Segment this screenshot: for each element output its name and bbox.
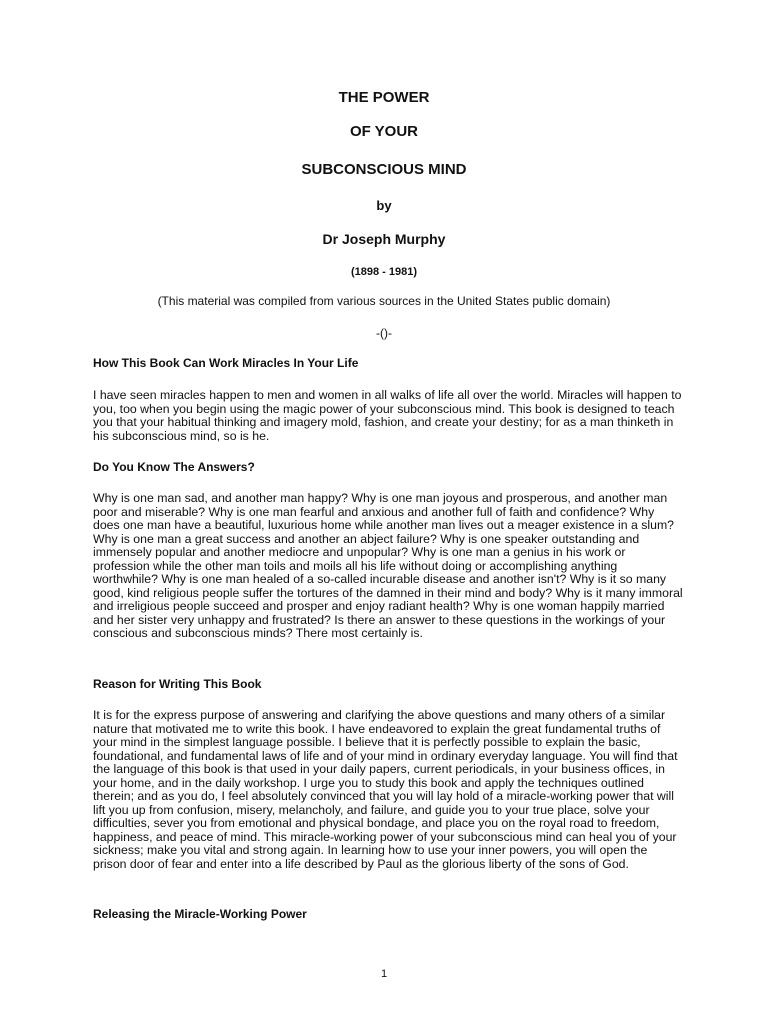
section-heading-reason: Reason for Writing This Book [93, 677, 262, 691]
section-heading-answers: Do You Know The Answers? [93, 460, 255, 474]
section-text-reason: It is for the express purpose of answering and clarifying the above questions and many others of a similar nature that motivated me to write this book. I have endeavored to explain the great fundamental truths of your mind in the simplest language possible. I believe that it is perfectly possible to explain the basic, foundational, and fundamental laws of life and of your mind in ordinary everyday language. You will find that the language of this book is that used in your daily papers, current periodicals, in your business offices, in your home, and in the daily workshop. I urge you to study this book and apply the techniques outlined therein; and as you do, I feel absolutely convinced that you will lay hold of a miracle-working power that will lift you up from confusion, misery, melancholy, and failure, and guide you to your true place, solve your difficulties, sever you from emotional and physical bondage, and place you on the royal road to freedom, happiness, and peace of mind. This miracle-working power of your subconscious mind can heal you of your sickness; make you vital and strong again. In learning how to use your inner powers, you will open the prison door of fear and enter into a life described by Paul as the glorious liberty of the sons of God. [93, 708, 678, 871]
source-note: (This material was compiled from various sources in the United States public domain) [157, 294, 611, 308]
section-text-answers: Why is one man sad, and another man happy? Why is one man joyous and prosperous, and another man poor and miserable? Why is one man fearful and anxious and another full of faith and confidence? Why does one man have a beautiful, luxurious home while another man lives out a meager existence in a slum? Why is one man a great success and another an abject failure? Why is one speaker outstanding and immensely popular and another mediocre and unpopular? Why is one man a genius in his work or profession while the other man toils and moils all his life without doing or accomplishing anything worthwhile? Why is one man healed of a so-called incurable disease and another isn't? Why is it so many good, kind religious people suffer the tortures of the damned in their mind and body? Why is it many immoral and irreligious people succeed and prosper and enjoy radiant health? Why is one woman happily married and her sister very unhappy and frustrated? Is there an answer to these questions in the workings of your conscious and subconscious minds? There most certainly is. [93, 491, 683, 640]
title-line-3: SUBCONSCIOUS MIND [301, 161, 467, 178]
section-separator: -()- [376, 326, 392, 340]
by-line: by [376, 198, 392, 213]
title-line-1: THE POWER [338, 89, 430, 106]
section-text-miracles: I have seen miracles happen to men and women in all walks of life all over the world. Miracles will happen to you, too when you begin using the magic power of your subconscious mind. This book is designed to teach you that your habitual thinking and imagery mold, fashion, and create your destiny; for as a man thinketh in his subconscious mind, so is he. [93, 388, 682, 443]
section-heading-miracles: How This Book Can Work Miracles In Your Life [93, 356, 359, 370]
author-name: Dr Joseph Murphy [322, 231, 446, 247]
author-years: (1898 - 1981) [350, 266, 418, 278]
section-heading-releasing: Releasing the Miracle-Working Power [93, 907, 307, 921]
page-number: 1 [380, 968, 388, 980]
title-line-2: OF YOUR [349, 123, 419, 140]
